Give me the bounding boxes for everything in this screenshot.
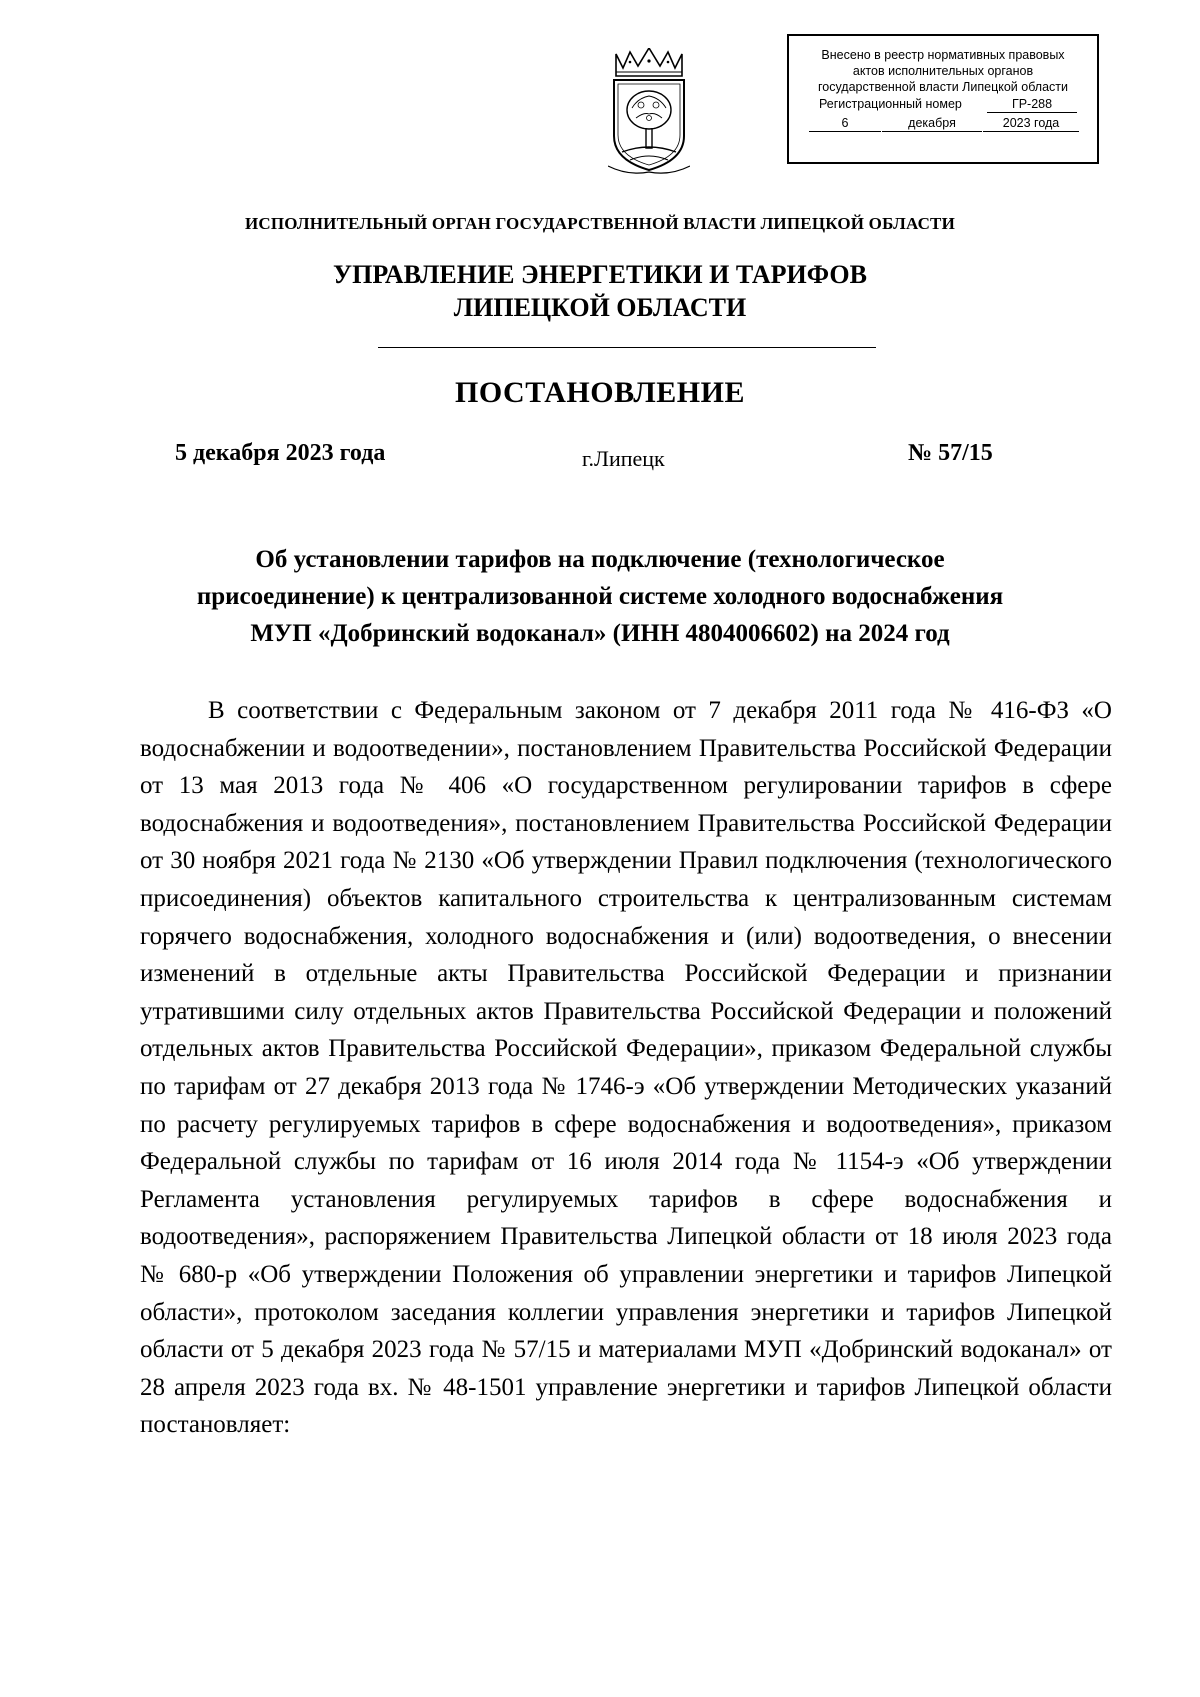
subject-line-3: МУП «Добринский водоканал» (ИНН 4804006602) на 2024 год (250, 620, 950, 647)
stamp-line-2: актов исполнительных органов (852, 64, 1034, 78)
stamp-month: декабря (882, 115, 982, 132)
document-date: 5 декабря 2023 года (175, 440, 386, 466)
stamp-reg-label: Регистрационный номер (819, 97, 962, 111)
document-city: г.Липецк (582, 446, 665, 471)
stamp-reg-number: ГР-288 (987, 96, 1077, 113)
header-divider (378, 347, 876, 348)
body-paragraph: В соответствии с Федеральным законом от 7 декабря 2011 года № 416-ФЗ «О водоснабжении и водоотведении», постановлением Правительства Российской Федерации от 13 мая 2013 года № 406 «О государственном регулировании тарифов в сфере водоснабжения и водоотведения», постановлением Правительства Российской Федерации от 30 ноября 2021 года № 2130 «Об утверждении Правил подключения (технологического присоединения) объектов капитального строительства к централизованным системам горячего водоснабжения, холодного водоснабжения и (или) водоотведения, о внесении изменений в отдельные акты Правительства Российской Федерации и признании утратившими силу отдельных актов Правительства Российской Федерации и положений отдельных актов Правительства Российской Федерации», приказом Федеральной службы по тарифам от 27 декабря 2013 года № 1746-э «Об утверждении Методических указаний по расчету регулируемых тарифов в сфере водоснабжения и водоотведения», приказом Федеральной службы по тарифам от 16 июля 2014 года № 1154-э «Об утверждении Регламента установления регулируемых тарифов в сфере водоснабжения и водоотведения», распоряжением Правительства Липецкой области от 18 июля 2023 года № 680-р «Об утверждении Положения об управлении энергетики и тарифов Липецкой области», протоколом заседания коллегии управления энергетики и тарифов Липецкой области от 5 декабря 2023 года № 57/15 и материалами МУП «Добринский водоканал» от 28 апреля 2023 года вх. № 48-1501 управление энергетики и тарифов Липецкой области постановляет: (140, 697, 1112, 1439)
stamp-year: 2023 года (983, 115, 1079, 132)
issuing-authority: ИСПОЛНИТЕЛЬНЫЙ ОРГАН ГОСУДАРСТВЕННОЙ ВЛАСТИ ЛИПЕЦКОЙ ОБЛАСТИ (244, 214, 956, 233)
registry-stamp (787, 34, 1099, 164)
department-name (0, 258, 1200, 324)
department-name-line-2: ЛИПЕЦКОЙ ОБЛАСТИ (453, 293, 747, 322)
document-type: ПОСТАНОВЛЕНИЕ (455, 376, 745, 409)
subject-line-2: присоединение) к централизованной системе холодного водоснабжения (196, 583, 1004, 610)
coat-of-arms-emblem (608, 48, 690, 178)
document-number: № 57/15 (908, 440, 993, 466)
stamp-line-3: государственной власти Липецкой области (817, 80, 1069, 94)
department-name-line-1: УПРАВЛЕНИЕ ЭНЕРГЕТИКИ И ТАРИФОВ (333, 260, 867, 289)
stamp-day: 6 (809, 115, 881, 132)
stamp-line-1: Внесено в реестр нормативных правовых (821, 48, 1065, 62)
subject-line-1: Об установлении тарифов на подключение (технологическое (255, 546, 945, 573)
document-subject (140, 541, 1060, 652)
